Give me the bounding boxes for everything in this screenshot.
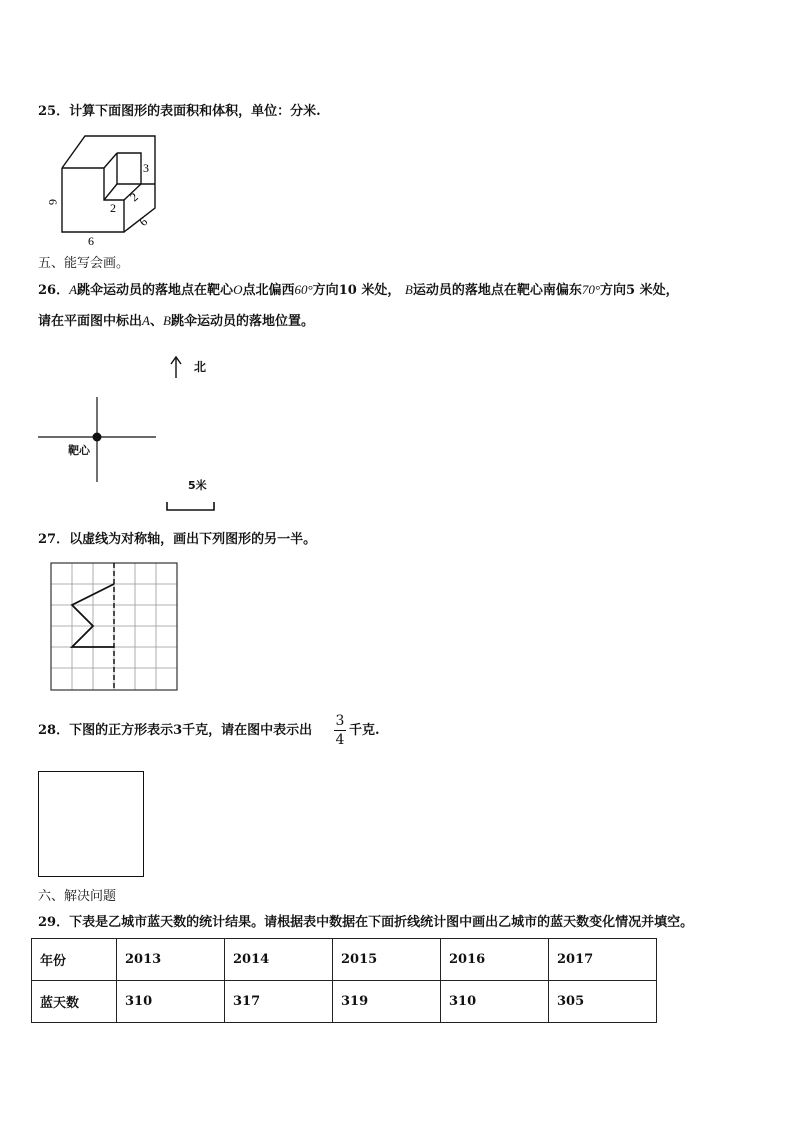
table-cell: 2014 (225, 939, 333, 981)
table-row (32, 981, 657, 1023)
section-6-heading: 六、解决问题 (38, 889, 117, 904)
q29-text: 29．下表是乙城市蓝天数的统计结果。请根据表中数据在下面折线统计图中画出乙城市的蓝天数变化情况并填空。 (38, 915, 694, 930)
q26-dist-b: 5 (626, 283, 636, 298)
q28-frac-den: 4 (335, 732, 345, 748)
north-label: 北 (194, 360, 207, 374)
table-cell: 年份 (32, 939, 117, 981)
q26-var-b: B (404, 282, 413, 297)
table-cell: 310 (117, 981, 225, 1023)
q26-line-2: 请在平面图中标出A、B跳伞运动员的落地位置。 (38, 313, 314, 329)
table-cell: 319 (333, 981, 441, 1023)
table-cell: 2017 (549, 939, 657, 981)
scale-label: 5米 (188, 479, 207, 492)
table-cell: 2016 (441, 939, 549, 981)
q27-grid-figure (50, 562, 182, 692)
table-cell: 蓝天数 (32, 981, 117, 1023)
q25-text: 25．计算下面图形的表面积和体积，单位：分米. (38, 104, 321, 119)
q25-dim-notch-w: 2 (110, 201, 116, 215)
q27-text: 27．以虚线为对称轴，画出下列图形的另一半。 (38, 532, 317, 547)
q29-data-table (31, 938, 657, 1023)
q28-square (38, 771, 144, 877)
q25-dim-left: 6 (46, 199, 60, 205)
table-row (32, 939, 657, 981)
q28-text: 28．下图的正方形表示3千克，请在图中表示出 (38, 723, 313, 738)
q25-dim-bottom: 6 (88, 234, 94, 248)
section-5-heading: 五、能写会画。 (38, 256, 130, 271)
q25-dim-notch-h: 3 (143, 161, 149, 175)
q26-dist-a: 10 (338, 283, 357, 298)
table-cell: 310 (441, 981, 549, 1023)
q28-text-end: 千克. (349, 723, 380, 738)
q28-frac-num: 3 (335, 713, 345, 729)
table-cell: 317 (225, 981, 333, 1023)
table-cell: 305 (549, 981, 657, 1023)
q26-angle-2: 70° (581, 282, 601, 297)
q26-var-a: A (69, 282, 78, 297)
q25-cube-figure (40, 128, 170, 248)
target-center-dot (93, 433, 102, 442)
table-cell: 2015 (333, 939, 441, 981)
table-cell: 2013 (117, 939, 225, 981)
q25-dim-depth: 6 (136, 214, 151, 229)
q28-fraction (334, 713, 346, 748)
q26-line-1: 26．A跳伞运动员的落地点在靶心O点北偏西60°方向10 米处， B运动员的落地点在靶心南偏东70°方向5 米处， (38, 282, 679, 298)
q26-var-o: O (233, 282, 243, 297)
q25-dim-notch-d: 2 (127, 189, 141, 205)
q26-angle-1: 60° (294, 282, 313, 297)
target-label: 靶心 (68, 444, 90, 457)
